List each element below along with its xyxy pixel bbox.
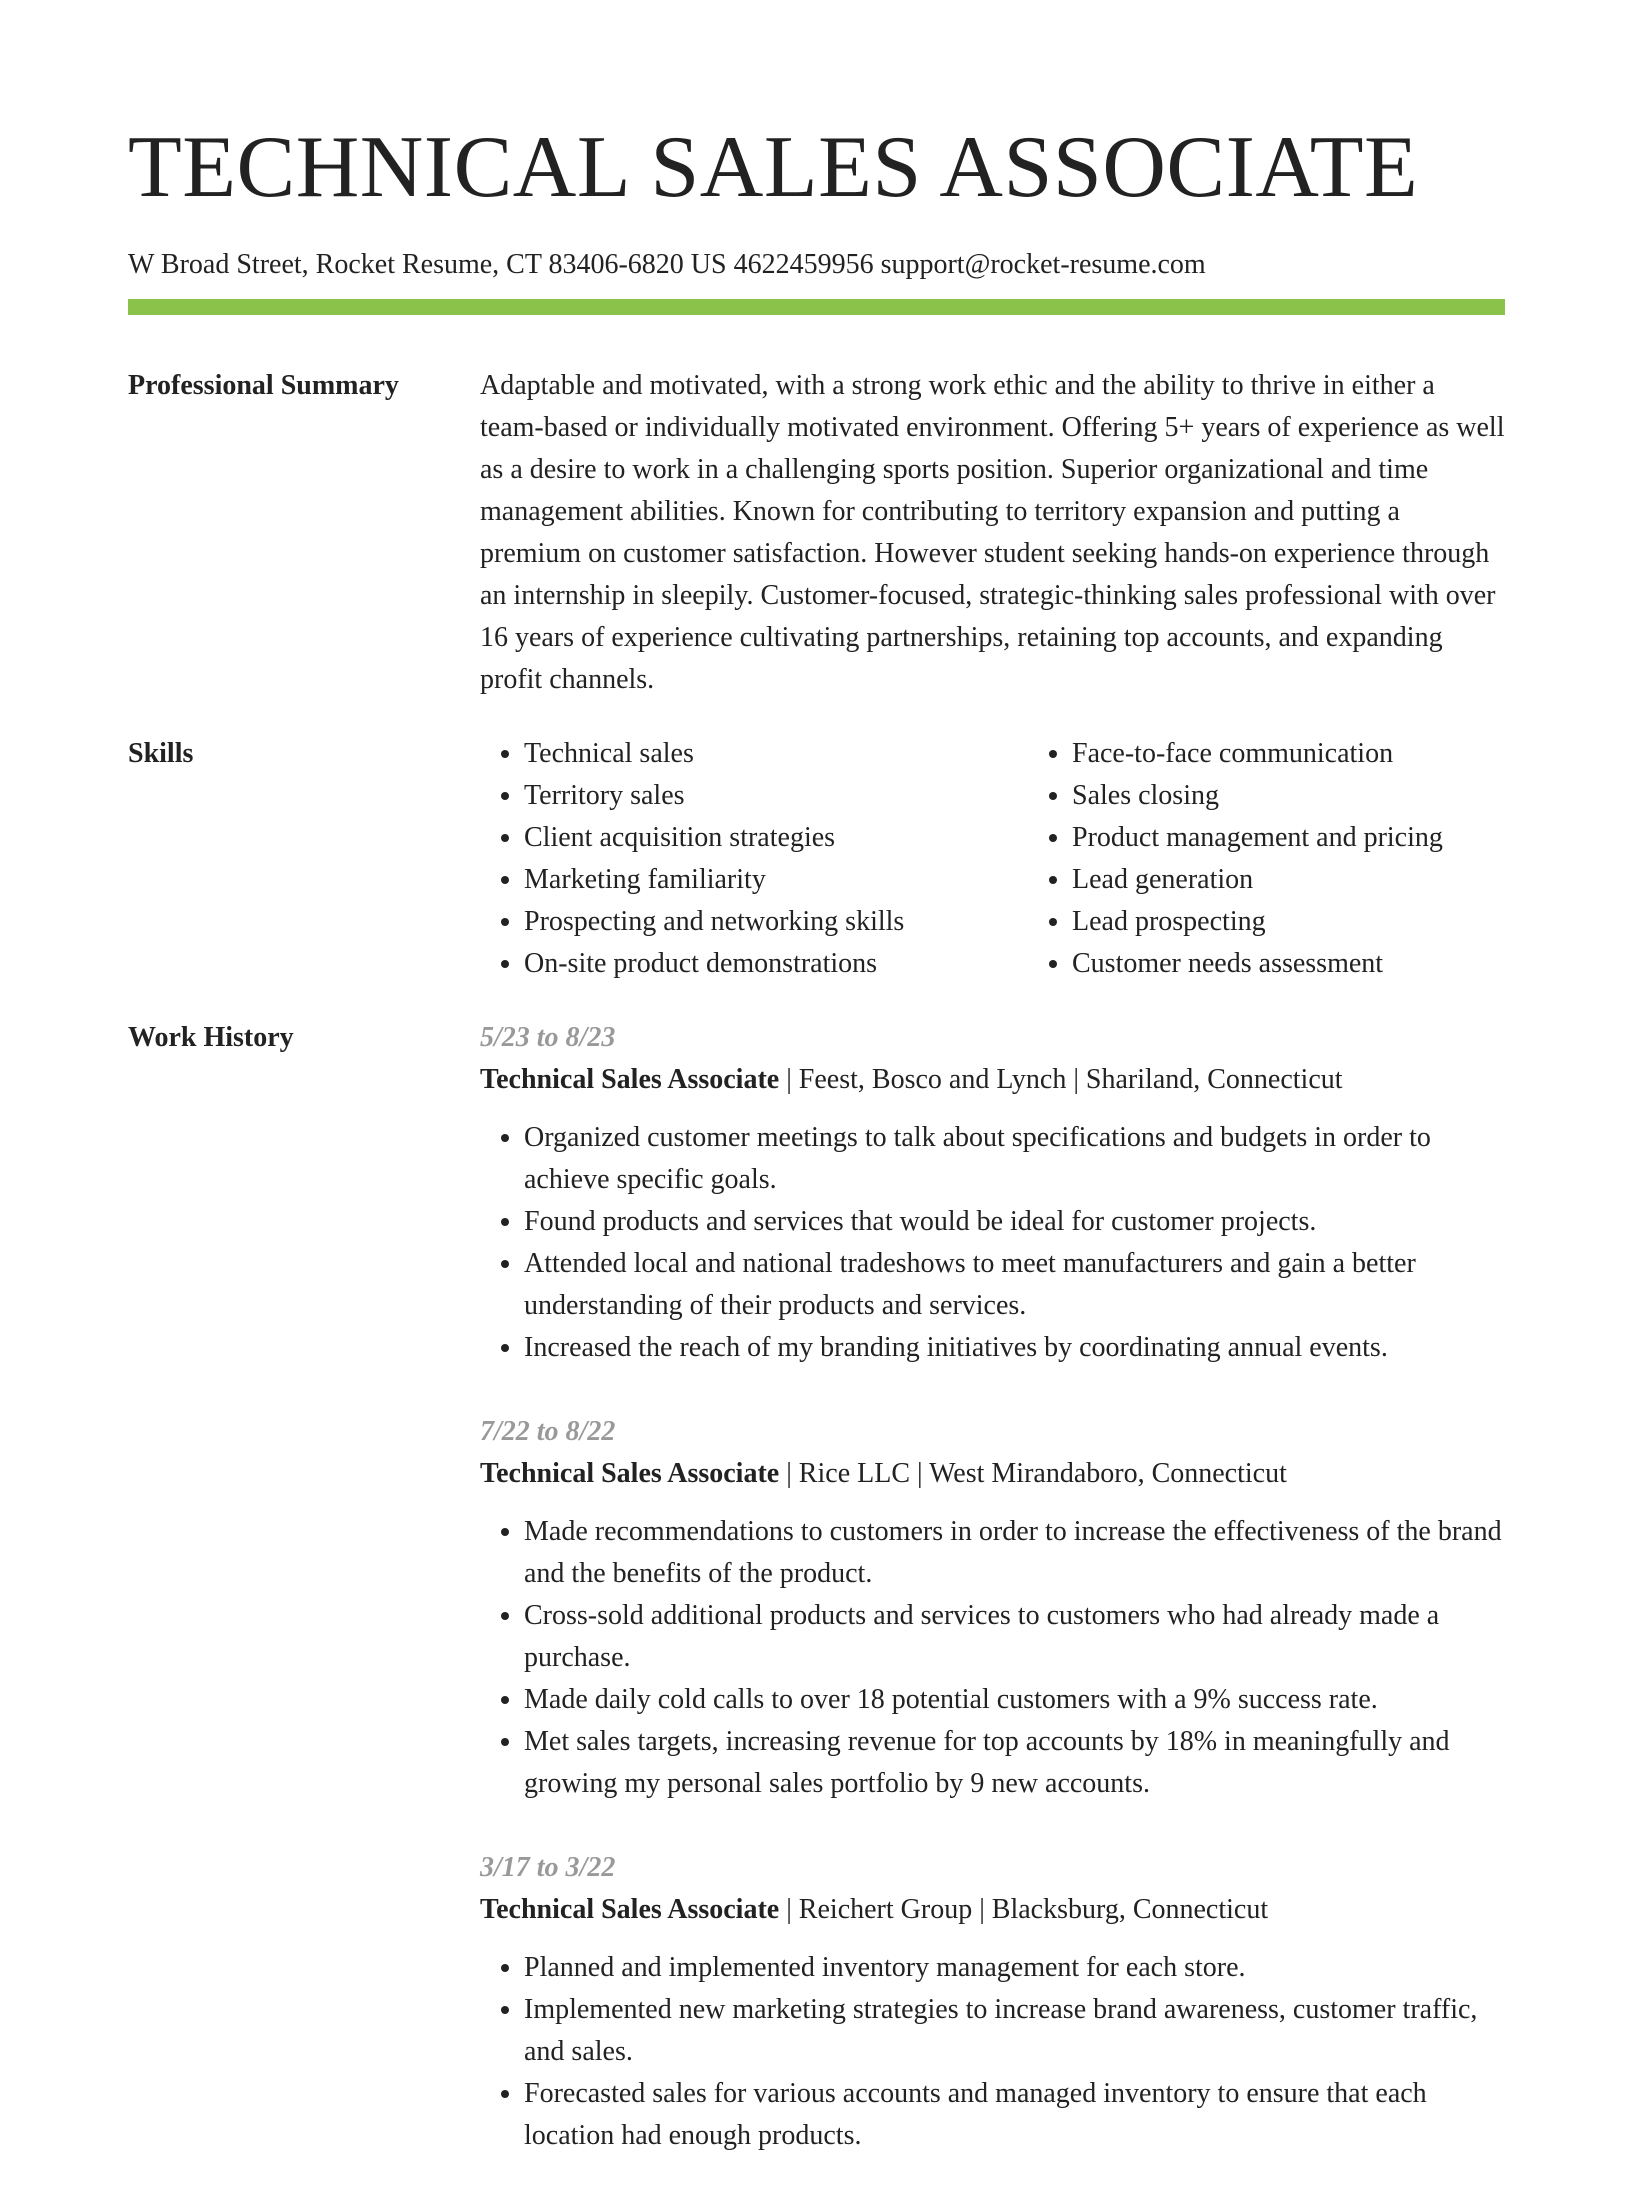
job-title: Technical Sales Associate <box>480 1458 780 1489</box>
skill-item: • Client acquisition strategies <box>524 817 1028 859</box>
summary-text: Adaptable and motivated, with a strong work ethic and the ability to thrive in either a team-based or individually motivated environment. Offering 5+ years of experience as well as a desire to work in a challenging sports position. Superior organizational and time management abilities. Known for contributing to territory expansion and putting a premium on customer satisfaction. However student seeking hands-on experience through an internship in sleepily. Customer-focused, strategic-thinking sales professional with over 16 years of experience cultivating partnerships, retaining top accounts, and expanding profit channels. <box>480 370 1505 695</box>
job-dates: 3/17 to 3/22 <box>480 1852 616 1883</box>
job-bullet: • Met sales targets, increasing revenue for top accounts by 18% in meaningfully and growing my personal sales portfolio by 9 new accounts. <box>524 1721 1505 1805</box>
job-bullet: • Cross-sold additional products and services to customers who had already made a purchase. <box>524 1595 1505 1679</box>
job-heading <box>480 1453 1505 1495</box>
skill-item: • On-site product demonstrations <box>524 943 1028 985</box>
job-bullet: • Implemented new marketing strategies to increase brand awareness, customer traffic, and sales. <box>524 1989 1505 2073</box>
skills-section <box>128 733 1505 985</box>
skill-item: • Product management and pricing <box>1072 817 1576 859</box>
job-entry <box>480 1411 1505 1805</box>
job-bullets <box>480 1947 1505 2157</box>
contact-line: W Broad Street, Rocket Resume, CT 83406-6820 US 4622459956 support@rocket-resume.com <box>128 249 1206 280</box>
job-bullet: • Organized customer meetings to talk about specifications and budgets in order to achieve specific goals. <box>524 1117 1505 1201</box>
skill-item: • Sales closing <box>1072 775 1576 817</box>
job-details: | Feest, Bosco and Lynch | Shariland, Connecticut <box>779 1064 1343 1095</box>
job-bullet: • Increased the reach of my branding initiatives by coordinating annual events. <box>524 1327 1505 1369</box>
section-label-skills: Skills <box>128 738 194 769</box>
job-bullet: • Made daily cold calls to over 18 potential customers with a 9% success rate. <box>524 1679 1505 1721</box>
job-entry <box>480 1847 1505 2157</box>
resume-name: TECHNICAL SALES ASSOCIATE <box>128 119 1419 216</box>
job-title: Technical Sales Associate <box>480 1894 780 1925</box>
section-label-summary: Professional Summary <box>128 370 399 401</box>
skill-item: • Technical sales <box>524 733 1028 775</box>
accent-divider <box>128 299 1505 315</box>
job-bullet: • Attended local and national tradeshows to meet manufacturers and gain a better understanding of their products and services. <box>524 1243 1505 1327</box>
job-bullets <box>480 1117 1505 1369</box>
skill-item: • Lead prospecting <box>1072 901 1576 943</box>
job-bullet: • Planned and implemented inventory management for each store. <box>524 1947 1505 1989</box>
professional-summary-section <box>128 365 1505 701</box>
job-entry <box>480 1017 1505 1369</box>
job-bullet: • Found products and services that would be ideal for customer projects. <box>524 1201 1505 1243</box>
skill-item: • Marketing familiarity <box>524 859 1028 901</box>
job-bullets <box>480 1511 1505 1805</box>
job-bullet: • Forecasted sales for various accounts and managed inventory to ensure that each location had enough products. <box>524 2073 1505 2157</box>
resume-page <box>128 0 1505 2199</box>
job-details: | Rice LLC | West Mirandaboro, Connecticut <box>779 1458 1287 1489</box>
skill-item: • Face-to-face communication <box>1072 733 1576 775</box>
job-title: Technical Sales Associate <box>480 1064 780 1095</box>
job-dates: 5/23 to 8/23 <box>480 1022 616 1053</box>
skill-item: • Prospecting and networking skills <box>524 901 1028 943</box>
skills-list-left <box>480 733 1028 985</box>
job-bullet: • Made recommendations to customers in order to increase the effectiveness of the brand and the benefits of the product. <box>524 1511 1505 1595</box>
work-history-section <box>128 1017 1505 2199</box>
job-details: | Reichert Group | Blacksburg, Connecticut <box>779 1894 1269 1925</box>
job-dates: 7/22 to 8/22 <box>480 1416 616 1447</box>
skill-item: • Territory sales <box>524 775 1028 817</box>
skill-item: • Lead generation <box>1072 859 1576 901</box>
skills-list-right <box>1028 733 1576 985</box>
job-heading <box>480 1059 1505 1101</box>
section-label-work: Work History <box>128 1022 294 1053</box>
skill-item: • Customer needs assessment <box>1072 943 1576 985</box>
job-heading <box>480 1889 1505 1931</box>
